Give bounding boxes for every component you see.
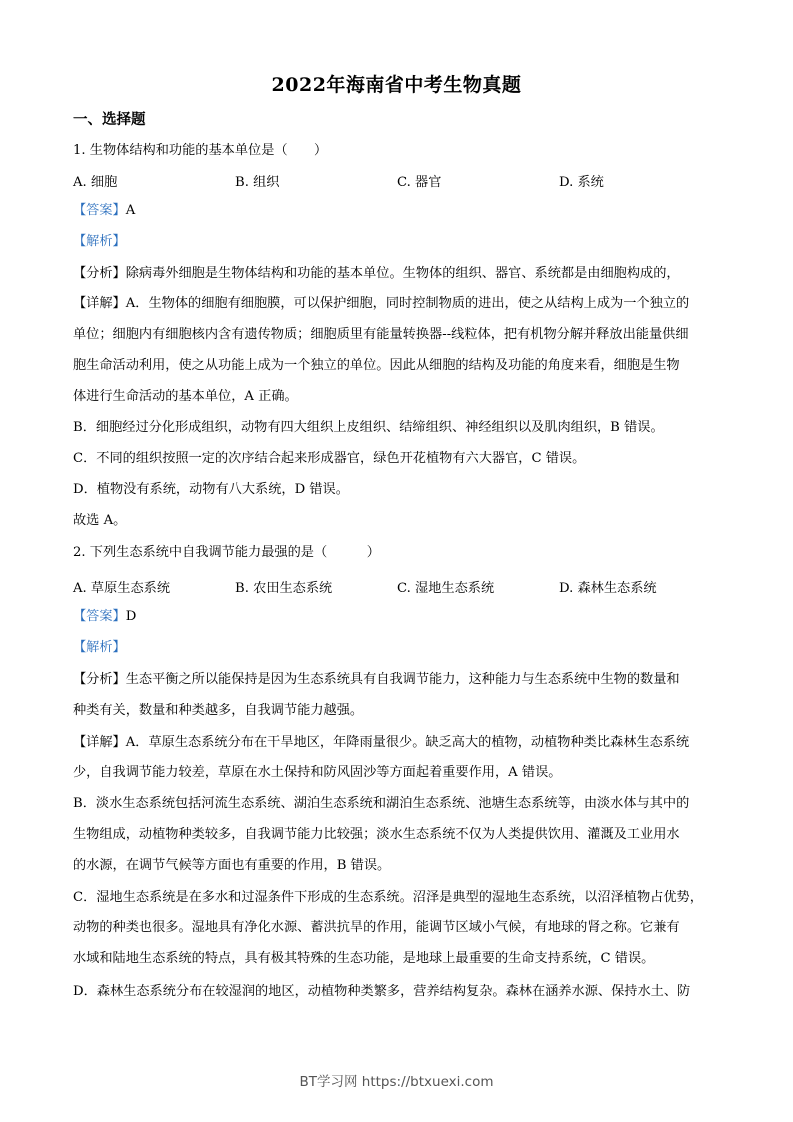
option-b: B. 农田生态系统 bbox=[235, 581, 333, 596]
question-2-xiangjie-line-2: 少，自我调节能力较差，草原在水土保持和防风固沙等方面起着重要作用，A 错误。 bbox=[73, 765, 562, 780]
question-1-conclusion: 故选 A。 bbox=[73, 513, 127, 528]
option-b: B. 组织 bbox=[235, 175, 280, 190]
question-1-option-c-explain: C．不同的组织按照一定的次序结合起来形成器官，绿色开花植物有六大器官，C 错误。 bbox=[73, 451, 586, 466]
option-a: A. 细胞 bbox=[73, 175, 118, 190]
question-1-analysis-tag: 【解析】 bbox=[73, 234, 126, 249]
question-2-option-b-line-2: 生物组成，动植物种类较多，自我调节能力比较强；淡水生态系统不仅为人类提供饮用、灌溉及工业用水 bbox=[73, 827, 680, 842]
answer-tag: 【答案】 bbox=[73, 609, 126, 624]
question-2-option-c-line-3: 水域和陆地生态系统的特点，具有极其特殊的生态功能，是地球上最重要的生命支持系统，C 错误。 bbox=[73, 951, 655, 966]
question-2-options bbox=[73, 577, 723, 597]
option-d: D. 系统 bbox=[559, 175, 604, 190]
question-1-xiangjie-line-1 bbox=[73, 294, 723, 314]
section-heading: 一、选择题 bbox=[73, 111, 146, 128]
question-1-xiangjie-line-3: 胞生命活动利用，使之从功能上成为一个独立的单位。因此从细胞的结构及功能的角度来看，细胞是生物 bbox=[73, 358, 680, 373]
question-2-xiangjie-line-1 bbox=[73, 733, 723, 753]
fenxi-text: 生态平衡之所以能保持是因为生态系统具有自我调节能力，这种能力与生态系统中生物的数量和 bbox=[125, 672, 680, 687]
question-1-option-d-explain: D．植物没有系统，动物有八大系统，D 错误。 bbox=[73, 482, 349, 497]
xiangjie-text: A．生物体的细胞有细胞膜，可以保护细胞，同时控制物质的进出，使之从结构上成为一个独立的 bbox=[125, 296, 690, 311]
question-1-fenxi bbox=[73, 264, 723, 284]
question-2-analysis-tag: 【解析】 bbox=[73, 640, 126, 655]
question-2-option-c-line-2: 动物的种类也很多。湿地具有净化水源、蓄洪抗旱的作用，能调节区域小气候，有地球的肾之称。它兼有 bbox=[73, 920, 680, 935]
fenxi-text: 除病毒外细胞是生物体结构和功能的基本单位。生物体的组织、器官、系统都是由细胞构成的， bbox=[125, 266, 680, 281]
question-1-stem: 1. 生物体结构和功能的基本单位是（ ） bbox=[73, 143, 328, 158]
question-1-options bbox=[73, 171, 723, 191]
option-c: C. 湿地生态系统 bbox=[397, 581, 495, 596]
option-a: A. 草原生态系统 bbox=[73, 581, 171, 596]
question-1-xiangjie-line-2: 单位；细胞内有细胞核内含有遗传物质；细胞质里有能量转换器--线粒体，把有机物分解并释放出能量供细 bbox=[73, 327, 689, 342]
xiangjie-text: A．草原生态系统分布在干旱地区，年降雨量很少。缺乏高大的植物，动植物种类比森林生态系统 bbox=[125, 735, 690, 750]
question-2-option-c-line-1: C．湿地生态系统是在多水和过湿条件下形成的生态系统。沼泽是典型的湿地生态系统，以沼泽植物占优势， bbox=[73, 890, 703, 905]
question-1-answer bbox=[73, 201, 723, 221]
option-d: D. 森林生态系统 bbox=[559, 581, 657, 596]
question-2-stem: 2. 下列生态系统中自我调节能力最强的是（ ） bbox=[73, 545, 380, 560]
answer-value: D bbox=[125, 609, 137, 624]
answer-tag: 【答案】 bbox=[73, 203, 126, 218]
page-title: 2022年海南省中考生物真题 bbox=[271, 74, 522, 96]
question-2-fenxi-line-2: 种类有关，数量和种类越多，自我调节能力越强。 bbox=[73, 703, 364, 718]
question-2-fenxi-line-1 bbox=[73, 670, 723, 690]
xiangjie-tag: 【详解】 bbox=[73, 296, 126, 311]
question-2-option-b-line-3: 的水源，在调节气候等方面也有重要的作用，B 错误。 bbox=[73, 858, 391, 873]
question-1-option-b-explain: B．细胞经过分化形成组织，动物有四大组织上皮组织、结缔组织、神经组织以及肌肉组织，B 错误。 bbox=[73, 420, 664, 435]
question-2-answer bbox=[73, 607, 723, 627]
question-2-option-b-line-1: B．淡水生态系统包括河流生态系统、湖泊生态系统和湖泊生态系统、池塘生态系统等，由淡水体与其中的 bbox=[73, 796, 690, 811]
question-1-xiangjie-line-4: 体进行生命活动的基本单位，A 正确。 bbox=[73, 389, 298, 404]
fenxi-tag: 【分析】 bbox=[73, 672, 126, 687]
option-c: C. 器官 bbox=[397, 175, 442, 190]
question-2-option-d-line-1: D．森林生态系统分布在较湿润的地区，动植物种类繁多，营养结构复杂。森林在涵养水源、保持水土、防 bbox=[73, 984, 691, 999]
fenxi-tag: 【分析】 bbox=[73, 266, 126, 281]
xiangjie-tag: 【详解】 bbox=[73, 735, 126, 750]
footer-watermark: BT学习网 https://btxuexi.com bbox=[299, 1074, 494, 1090]
answer-value: A bbox=[125, 203, 136, 218]
